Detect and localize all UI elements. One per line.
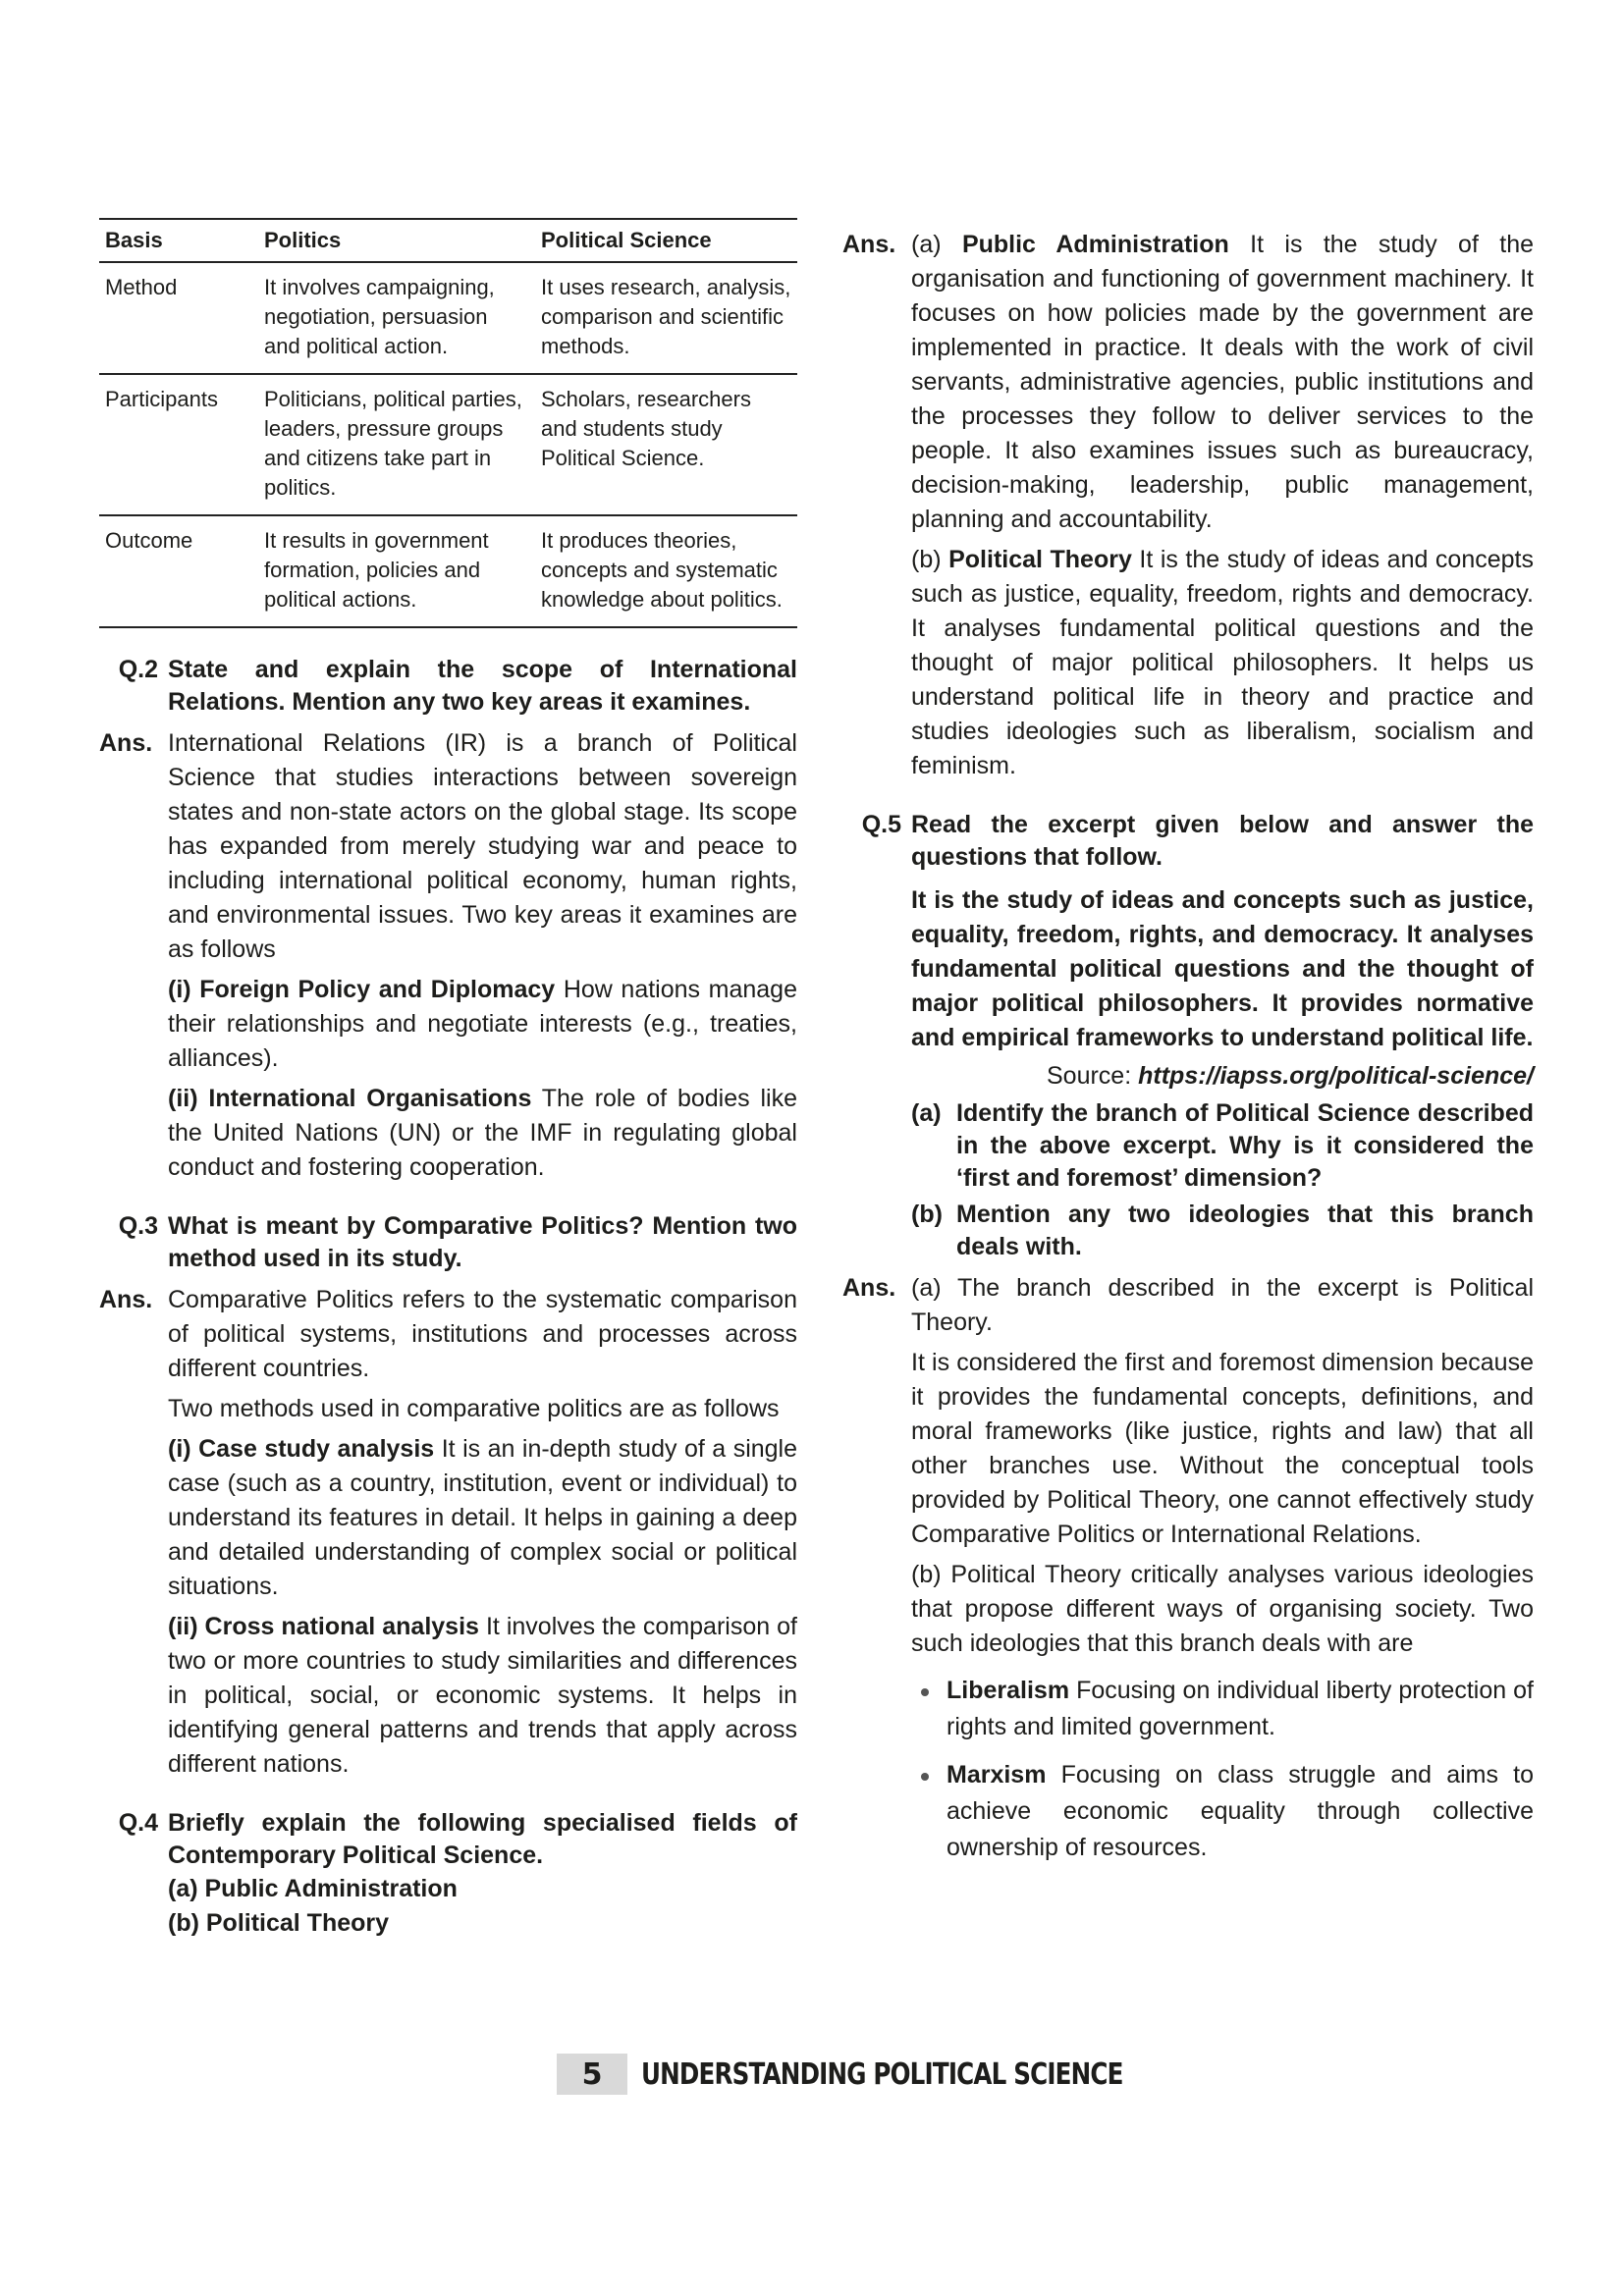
bullet-icon [911, 1673, 947, 1745]
answer-5 [842, 1271, 1534, 1661]
question-text: Read the excerpt given below and answer the questions that follow. [911, 811, 1534, 871]
sub-question-b [911, 1199, 1534, 1263]
answer-label: Ans. [99, 1286, 153, 1313]
answer-2 [99, 726, 797, 1185]
point-text: It involves the comparison of two or more countries to study similarities and differences in political, social, or economic systems. It helps in identifying general patterns and trends that apply across different nations. [168, 1613, 798, 1778]
answer-body [168, 726, 797, 1185]
question-5 [842, 809, 1534, 874]
bullet-text [947, 1757, 1534, 1866]
point-prefix: (a) [911, 231, 942, 258]
table-row [99, 262, 797, 374]
point-text: It is the study of ideas and concepts such as justice, equality, freedom, rights and democracy. It analyses fundamental political questions and the thought of major political philosophers. It helps us understand political life in theory and practice and studies ideologies such as liberalism, socialism and feminism. [911, 546, 1534, 779]
left-column [99, 218, 797, 1941]
answer-point [911, 228, 1534, 537]
bullet-title: Marxism [947, 1761, 1047, 1789]
bullet-body: Focusing on class struggle and aims to achieve economic equality through collective ownership of resources. [947, 1761, 1534, 1861]
question-4 [99, 1807, 797, 1872]
question-2 [99, 654, 797, 719]
sub-question-a [911, 1097, 1534, 1195]
answer-4 [842, 228, 1534, 783]
answer-point [911, 543, 1534, 783]
point-text: How nations manage their relationships and negotiate interests (e.g., treaties, alliances). [168, 976, 797, 1072]
table-cell-basis: Method [99, 262, 258, 374]
bullet-title: Liberalism [947, 1677, 1070, 1704]
answer-body [168, 1283, 797, 1782]
sub-question-text: Mention any two ideologies that this branch deals with. [956, 1201, 1534, 1260]
table-cell-politics: Politicians, political parties, leaders, pressure groups and citizens take part in politics. [258, 374, 535, 515]
point-title: (i) Case study analysis [168, 1435, 435, 1463]
question-number: Q.4 [118, 1809, 158, 1837]
table-cell-science: It uses research, analysis, comparison and scientific methods. [535, 262, 797, 374]
bullet-body: Focusing on individual liberty protection of rights and limited government. [947, 1677, 1534, 1740]
page-number: 5 [557, 2054, 627, 2095]
bullet-text [947, 1673, 1534, 1745]
footer-title: UNDERSTANDING POLITICAL SCIENCE [641, 2056, 1123, 2092]
table-cell-basis: Outcome [99, 515, 258, 627]
answer-label: Ans. [842, 231, 896, 258]
point-text: It is an in-depth study of a single case (such as a country, institution, event or individual) to understand its features in detail. It helps in gaining a deep and detailed understanding of complex social or political situations. [168, 1435, 798, 1600]
table-cell-basis: Participants [99, 374, 258, 515]
table-header: Political Science [535, 219, 797, 262]
sub-question-label: (a) [911, 1099, 942, 1127]
comparison-table [99, 218, 797, 628]
answer-text: Two methods used in comparative politics are as follows [168, 1395, 780, 1422]
answer-point [168, 1610, 797, 1782]
answer-text: International Relations (IR) is a branch of Political Science that studies interactions between sovereign states and non-state actors on the global stage. Its scope has expanded from merely studying war and peace to including international political economy, human rights, and environmental issues. Two key areas it examines are as follows [168, 729, 797, 963]
page-footer [557, 2054, 1228, 2095]
table-cell-politics: It results in government formation, policies and political actions. [258, 515, 535, 627]
question-3 [99, 1210, 797, 1275]
answer-label: Ans. [99, 729, 153, 757]
point-title: Public Administration [961, 231, 1229, 258]
answer-text: It is considered the first and foremost dimension because it provides the fundamental concepts, definitions, and moral frameworks (like justice, rights and law) that all other branches use. Without the conceptual tools provided by Political Theory, one cannot effectively study Comparative Politics or International Relations. [911, 1349, 1534, 1548]
point-text: The role of bodies like the United Nations (UN) or the IMF in regulating global conduct and fostering cooperation. [168, 1085, 797, 1181]
excerpt: It is the study of ideas and concepts such as justice, equality, freedom, rights, and democracy. It analyses fundamental political questions and the thought of major political philosophers. It provides normative and empirical frameworks to understand political life. [911, 886, 1534, 1051]
right-column [842, 218, 1534, 1866]
bullet-item [911, 1757, 1534, 1866]
sub-question-text: Identify the branch of Political Science described in the above excerpt. Why is it considered the ‘first and foremost’ dimension? [956, 1099, 1534, 1192]
table-cell-politics: It involves campaigning, negotiation, persuasion and political action. [258, 262, 535, 374]
table-row [99, 515, 797, 627]
question-text: State and explain the scope of International Relations. Mention any two key areas it examines. [168, 656, 797, 716]
question-number: Q.5 [861, 811, 901, 838]
answer-3 [99, 1283, 797, 1782]
table-cell-science: Scholars, researchers and students study Political Science. [535, 374, 797, 515]
table-row [99, 374, 797, 515]
point-title: Political Theory [948, 546, 1132, 573]
table-header: Basis [99, 219, 258, 262]
point-title: (ii) Cross national analysis [168, 1613, 479, 1640]
source-label: Source: [1047, 1062, 1132, 1090]
answer-point [168, 973, 797, 1076]
answer-point [168, 1432, 797, 1604]
question-text: Briefly explain the following specialised fields of Contemporary Political Science. [168, 1809, 797, 1869]
answer-label: Ans. [842, 1274, 896, 1302]
question-4-part-a: (a) Public Administration [168, 1875, 458, 1902]
table-cell-science: It produces theories, concepts and systematic knowledge about politics. [535, 515, 797, 627]
table-header: Politics [258, 219, 535, 262]
question-number: Q.3 [118, 1212, 158, 1240]
question-number: Q.2 [118, 656, 158, 683]
bullet-icon [911, 1757, 947, 1866]
point-title: (i) Foreign Policy and Diplomacy [168, 976, 556, 1003]
sub-question-label: (b) [911, 1201, 943, 1228]
answer-point [168, 1082, 797, 1185]
point-text: It is the study of the organisation and functioning of government machinery. It focuses on how policies made by the government are implemented in practice. It deals with the work of civil servants, administrative agencies, public institutions and the processes they follow to deliver services to the people. It also examines issues such as bureaucracy, decision-making, leadership, public management, planning and accountability. [911, 231, 1535, 533]
question-text: What is meant by Comparative Politics? Mention two method used in its study. [168, 1212, 797, 1272]
answer-body [911, 1271, 1534, 1661]
bullet-item [911, 1673, 1534, 1745]
question-4-part-b: (b) Political Theory [168, 1909, 390, 1937]
point-prefix: (b) [911, 546, 942, 573]
source-url: https://iapss.org/political-science/ [1138, 1062, 1534, 1090]
table-header-row [99, 219, 797, 262]
point-title: (ii) International Organisations [168, 1085, 532, 1112]
answer-text: Comparative Politics refers to the systematic comparison of political systems, institutions and processes across different countries. [168, 1286, 797, 1382]
answer-body [911, 228, 1534, 783]
answer-text: (a) The branch described in the excerpt is Political Theory. [911, 1274, 1534, 1336]
source-line [842, 1059, 1534, 1094]
answer-text: (b) Political Theory critically analyses various ideologies that propose different ways of organising society. Two such ideologies that this branch deals with are [911, 1561, 1534, 1657]
